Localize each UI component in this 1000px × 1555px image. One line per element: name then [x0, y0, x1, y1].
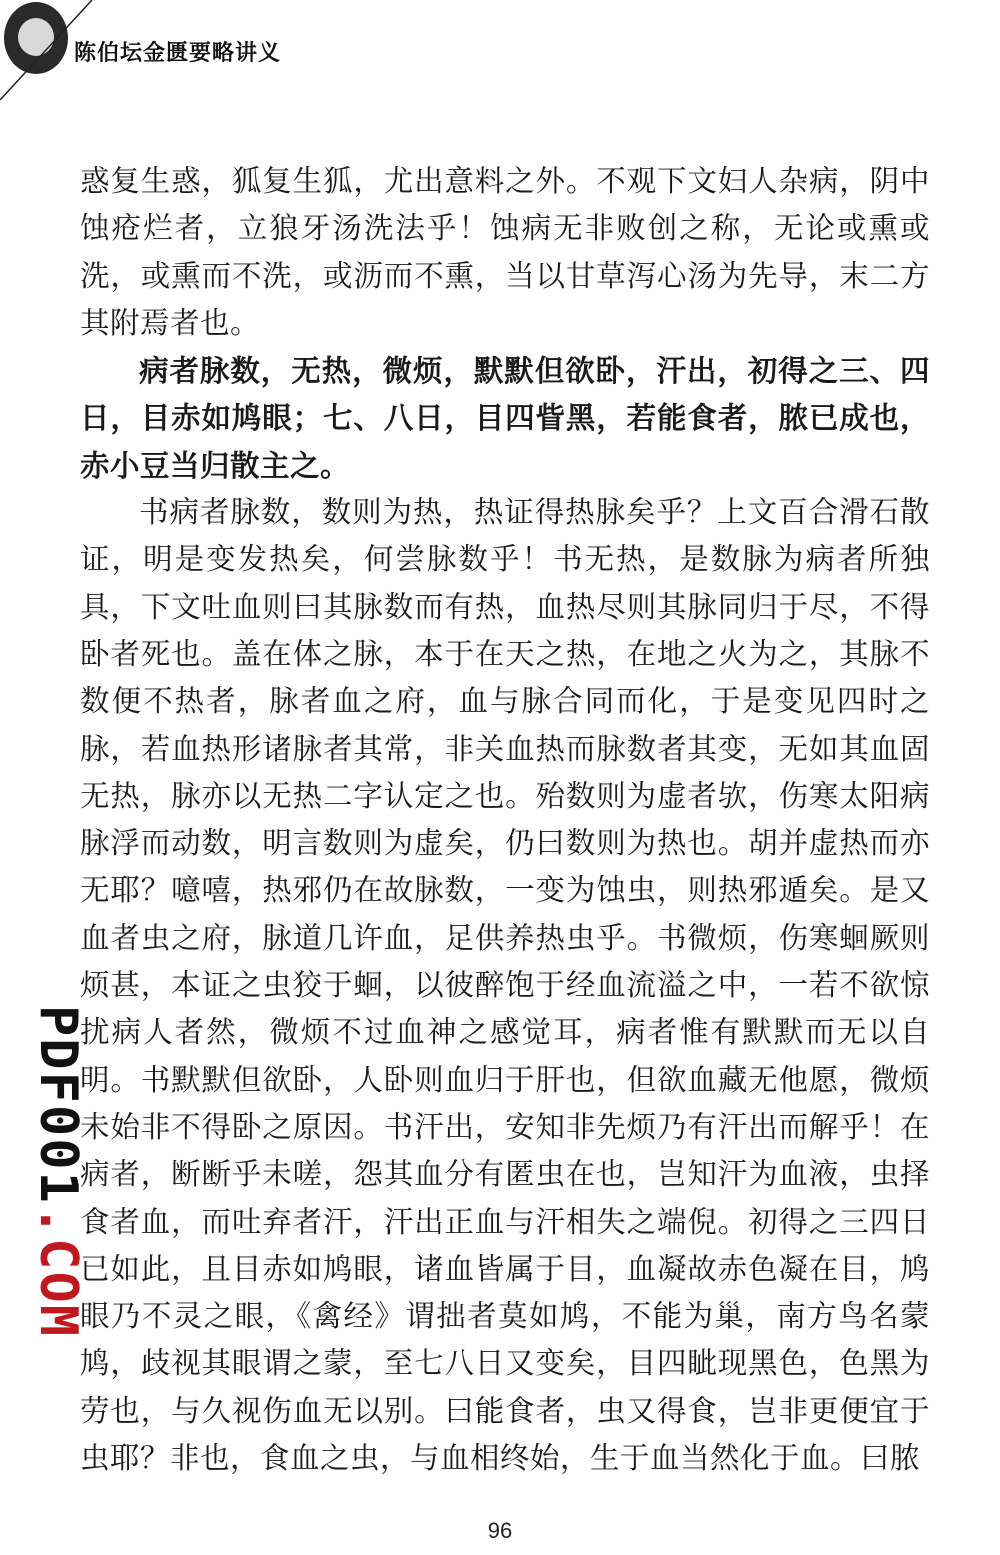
page-number: 96 — [487, 1518, 513, 1543]
paragraph-continuation: 惑复生惑，狐复生狐，尤出意料之外。不观下文妇人杂病，阴中蚀疮烂者，立狼牙汤洗法乎！蚀病无非败创之称，无论或熏或洗，或熏而不洗，或沥而不熏，当以甘草泻心汤为先导，末二方其附焉者也。 — [80, 164, 930, 340]
paragraph-commentary: 书病者脉数，数则为热，热证得热脉矣乎？上文百合滑石散证，明是变发热矣，何尝脉数乎！书无热，是数脉为病者所独具，下文吐血则曰其脉数而有热，血热尽则其脉同归于尽，不得卧者死也。盖在体之脉，本于在天之热，在地之火为之，其脉不数便不热者，脉者血之府，血与脉合同而化，于是变见四时之脉，若血热形诸脉者其常，非关血热而脉数者其变，无如其血固无热，脉亦以无热二字认定之也。殆数则为虚者欤，伤寒太阳病脉浮而动数，明言数则为虚矣，仍曰数则为热也。胡并虚热而亦无耶？噫嘻，热邪仍在故脉数，一变为蚀虫，则热邪遁矣。是又血者虫之府，脉道几许血，足供养热虫乎。书微烦，伤寒蛔厥则烦甚，本证之虫狡于蛔，以彼醉饱于经血流溢之中，一若不欲惊扰病人者然，微烦不过血神之感觉耳，病者惟有默默而无以自明。书默默但欲卧，人卧则血归于肝也，但欲血藏无他愿，微烦未始非不得卧之原因。书汗出，安知非先烦乃有汗出而解乎！在病者，断断乎未嗟，怨其血分有匿虫在也，岂知汗为血液，虫择食者血，而吐弃者汗，汗出正血与汗相失之端倪。初得之三四日已如此，且目赤如鸠眼，诸血皆属于目，血凝故赤色凝在目，鸠眼乃不灵之眼，《禽经》谓拙者莫如鸠，不能为巢，南方鸟名蒙鸠，歧视其眼谓之蒙，至七八日又变矣，目四眦现黑色，色黑为劳也，与久视伤血无以别。曰能食者，虫又得食，岂非更便宜于虫耶？非也，食血之虫，与血相终始，生于血当然化于血。曰脓 — [80, 495, 930, 1476]
watermark-com-text: .COM — [28, 1204, 88, 1339]
site-watermark — [28, 1005, 88, 1339]
book-title: 陈伯坛金匮要略讲义 — [70, 36, 285, 67]
paragraph-classic-text: 病者脉数，无热，微烦，默默但欲卧，汗出，初得之三、四日，目赤如鸠眼；七、八日，目四眥黑，若能食者，脓已成也，赤小豆当归散主之。 — [80, 353, 930, 483]
watermark-pdf-text: PDF001 — [28, 1005, 88, 1205]
page-body — [80, 158, 930, 1482]
